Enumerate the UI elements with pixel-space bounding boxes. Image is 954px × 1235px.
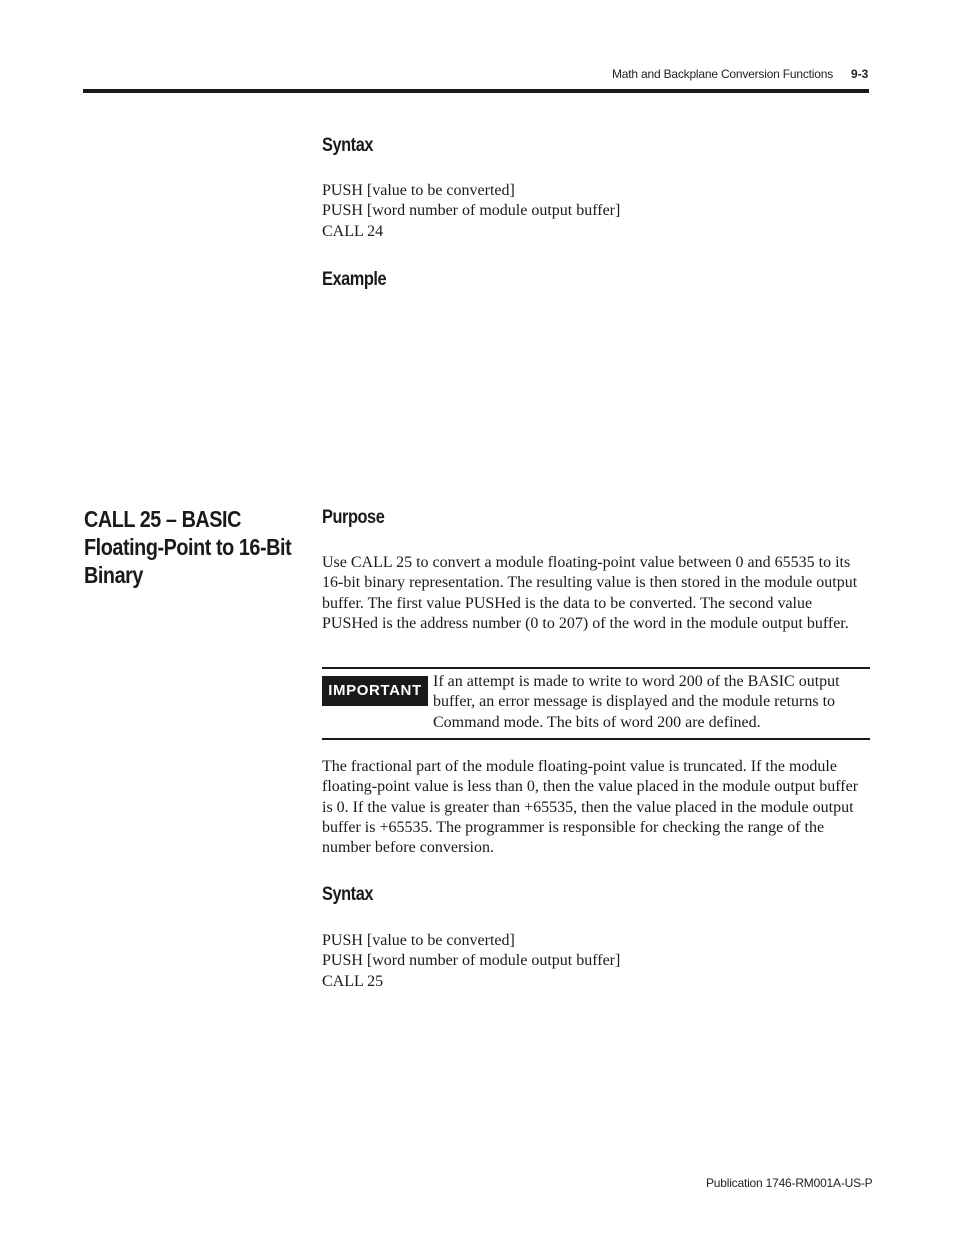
call25-syntax-line-1: PUSH [value to be converted]: [322, 932, 515, 949]
call25-syntax-block: [322, 931, 620, 992]
important-badge: IMPORTANT: [322, 676, 428, 706]
call25-syntax-line-3: CALL 25: [322, 972, 384, 990]
call25-section-title: CALL 25 – BASIC Floating-Point to 16-Bit Binary: [84, 506, 292, 588]
call24-syntax-heading: Syntax: [322, 135, 374, 156]
header-rule: [83, 89, 869, 93]
call25-syntax-line-2: PUSH [word number of module output buffer]: [322, 952, 621, 970]
important-bottom-rule: [322, 738, 870, 740]
publication-footer: Publication 1746-RM001A-US-P: [706, 1176, 873, 1190]
call24-syntax-block: [322, 181, 620, 242]
call25-detail-text: The fractional part of the module floating-point value is truncated. If the module floating-point value is less than 0, then the value placed in the module output buffer is 0. If the value is greater than +65535, then the value placed in the module output buffer is +65535. The programmer is responsible for checking the range of the number before conversion.: [322, 758, 859, 857]
running-header-title: Math and Backplane Conversion Functions: [612, 67, 833, 81]
call25-syntax-heading: Syntax: [322, 884, 374, 905]
important-text: If an attempt is made to write to word 200 of the BASIC output buffer, an error message is displayed and the module returns to Command mode. The bits of word 200 are defined.: [433, 673, 840, 731]
call24-syntax-line-3: CALL 24: [322, 222, 384, 240]
page-number: 9-3: [851, 67, 869, 81]
call25-purpose-text: Use CALL 25 to convert a module floating-point value between 0 and 65535 to its 16-bit binary representation. The resulting value is then stored in the module output buffer. The first value PUSHed is the data to be converted. The second value PUSHed is the address number (0 to 207) of the word in the module output buffer.: [322, 554, 858, 632]
call25-purpose-heading: Purpose: [322, 507, 385, 528]
call24-syntax-line-2: PUSH [word number of module output buffer]: [322, 202, 621, 220]
call24-example-heading: Example: [322, 269, 387, 290]
important-top-rule: [322, 667, 870, 669]
call24-syntax-line-1: PUSH [value to be converted]: [322, 182, 515, 199]
